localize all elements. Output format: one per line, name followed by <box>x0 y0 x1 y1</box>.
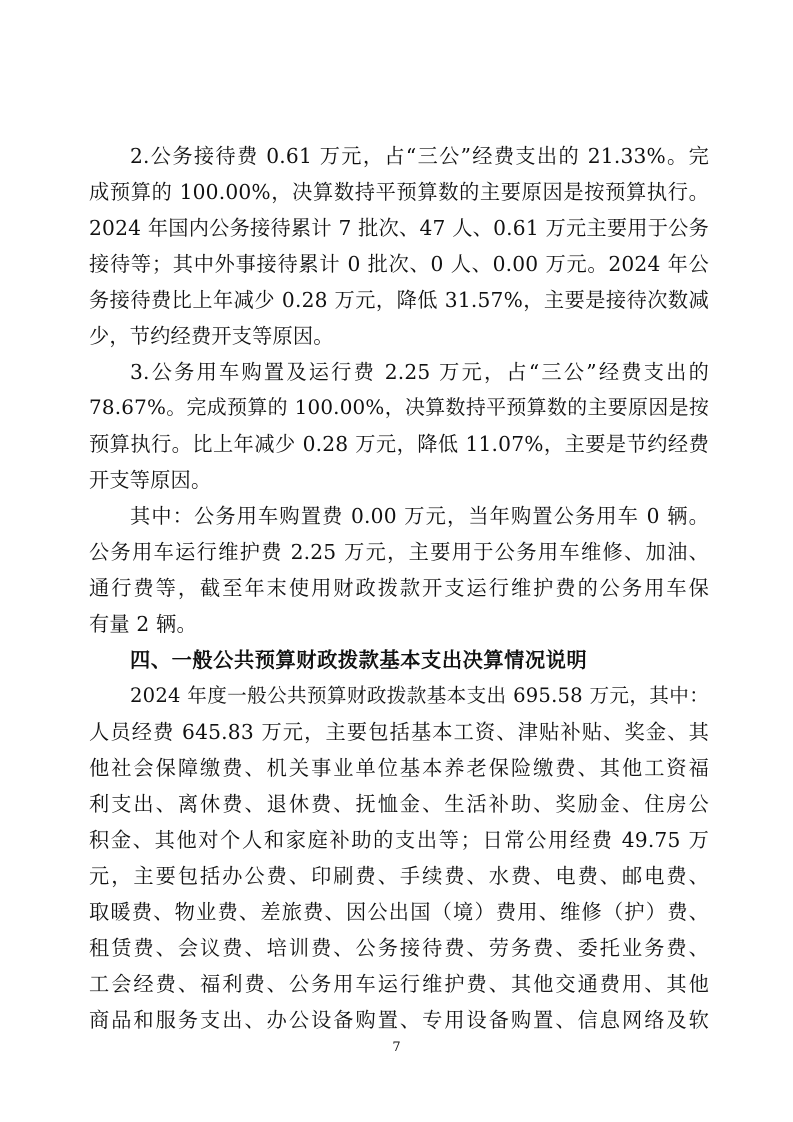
paragraph-line: 租赁费、会议费、培训费、公务接待费、劳务费、委托业务费、 <box>89 936 709 960</box>
paragraph-line: 通行费等，截至年末使用财政拨款开支运行维护费的公务用车保 <box>89 576 709 600</box>
paragraph-line: 开支等原因。 <box>89 468 212 492</box>
section-heading: 四、一般公共预算财政拨款基本支出决算情况说明 <box>130 648 588 672</box>
paragraph-line: 务接待费比上年减少 0.28 万元，降低 31.57%，主要是接待次数减 <box>89 288 709 312</box>
paragraph-line: 2024 年度一般公共预算财政拨款基本支出 695.58 万元，其中： <box>130 684 709 707</box>
paragraph-line: 2024 年国内公务接待累计 7 批次、47 人、0.61 万元主要用于公务 <box>89 216 709 240</box>
paragraph-line: 2.公务接待费 0.61 万元，占“三公”经费支出的 21.33%。完 <box>130 144 709 168</box>
paragraph-line: 78.67%。完成预算的 100.00%，决算数持平预算数的主要原因是按 <box>89 396 709 419</box>
paragraph-line: 商品和服务支出、办公设备购置、专用设备购置、信息网络及软 <box>89 1008 709 1032</box>
paragraph-line: 3.公务用车购置及运行费 2.25 万元，占“三公”经费支出的 <box>130 360 709 384</box>
paragraph-line: 利支出、离休费、退休费、抚恤金、生活补助、奖励金、住房公 <box>89 792 709 816</box>
paragraph-line: 人员经费 645.83 万元，主要包括基本工资、津贴补贴、奖金、其 <box>89 720 709 744</box>
paragraph-line: 积金、其他对个人和家庭补助的支出等；日常公用经费 49.75 万 <box>89 828 709 852</box>
paragraph-line: 公务用车运行维护费 2.25 万元，主要用于公务用车维修、加油、 <box>89 540 709 564</box>
paragraph-line: 他社会保障缴费、机关事业单位基本养老保险缴费、其他工资福 <box>89 756 709 780</box>
paragraph-line: 少，节约经费开支等原因。 <box>89 324 334 348</box>
paragraph-line: 预算执行。比上年减少 0.28 万元，降低 11.07%，主要是节约经费 <box>89 432 709 456</box>
paragraph-line: 元，主要包括办公费、印刷费、手续费、水费、电费、邮电费、 <box>89 864 709 888</box>
paragraph-line: 成预算的 100.00%，决算数持平预算数的主要原因是按预算执行。 <box>89 180 709 204</box>
paragraph-line: 工会经费、福利费、公务用车运行维护费、其他交通费用、其他 <box>89 972 709 996</box>
page-number: 7 <box>392 1040 401 1055</box>
paragraph-line: 其中：公务用车购置费 0.00 万元，当年购置公务用车 0 辆。 <box>130 504 709 528</box>
paragraph-line: 接待等；其中外事接待累计 0 批次、0 人、0.00 万元。2024 年公 <box>89 252 709 276</box>
paragraph-line: 有量 2 辆。 <box>89 612 197 636</box>
paragraph-line: 取暖费、物业费、差旅费、因公出国（境）费用、维修（护）费、 <box>89 900 709 924</box>
